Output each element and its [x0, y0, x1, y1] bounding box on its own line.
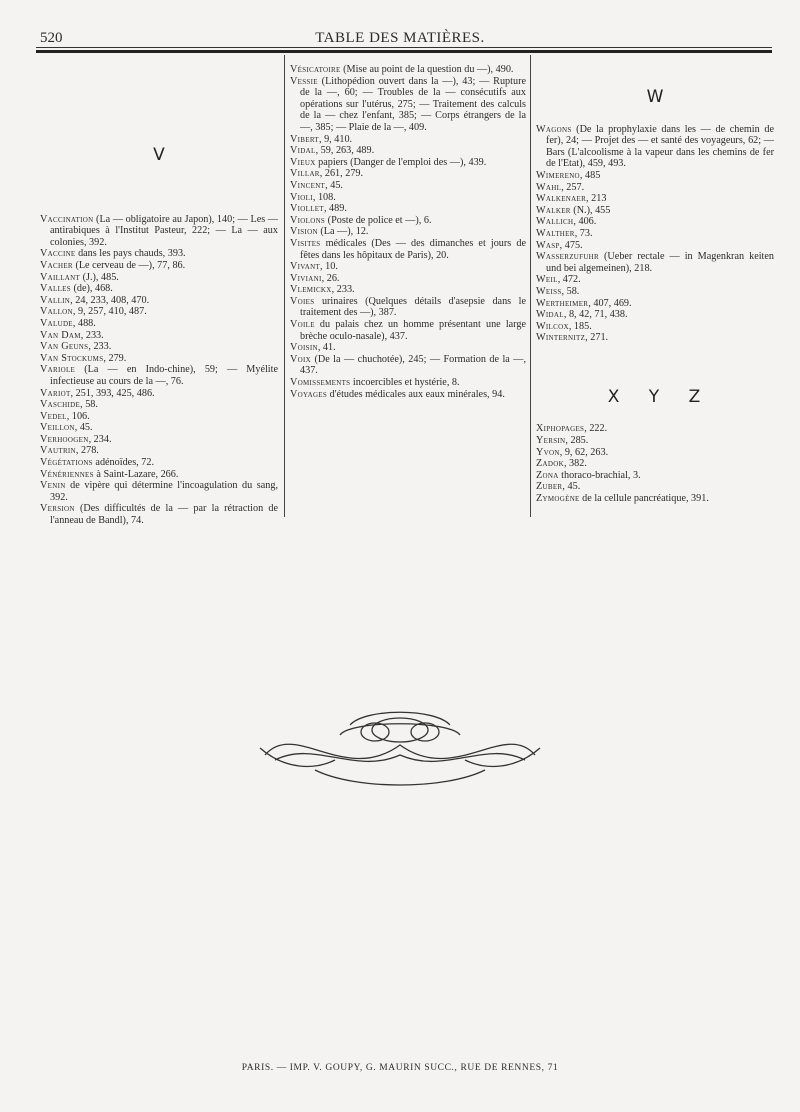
section-letter-w: W [646, 87, 664, 107]
entry-headword: Wimereno [536, 169, 580, 181]
entry-headword: Van Stockums [40, 352, 104, 364]
entry-headword: Vaschide [40, 399, 81, 411]
entry-headword: Yersin [536, 435, 566, 447]
entry-references: (Des difficultés de la — par la rétraction de l'anneau de Bandl), 74. [50, 503, 278, 527]
entry-references: , 251, 393, 425, 486. [70, 387, 155, 399]
index-entry [290, 354, 526, 377]
index-entry [290, 215, 526, 227]
index-entry [290, 377, 526, 389]
entry-references: , 488. [72, 317, 96, 329]
entry-list-v [40, 214, 278, 527]
index-entry [290, 284, 526, 296]
index-entry [290, 273, 526, 285]
index-entry [536, 274, 774, 286]
index-entry [536, 182, 774, 194]
entry-headword: Vessie [290, 75, 318, 87]
column-1 [40, 58, 278, 527]
index-entry [536, 470, 774, 482]
entry-references: , 382. [563, 458, 587, 470]
column-2 [290, 64, 526, 400]
flourish-ornament [255, 700, 545, 790]
entry-references: , 472. [557, 274, 581, 286]
entry-headword: Zymogène [536, 493, 580, 505]
index-entry [536, 228, 774, 240]
entry-headword: Wasserzufuhr [536, 251, 600, 263]
entry-headword: Vision [290, 226, 318, 238]
index-entry [290, 76, 526, 134]
index-entry [536, 493, 774, 505]
index-entry [40, 480, 278, 503]
entry-references: de vipère qui détermine l'incoagulation du sang, 392. [50, 480, 278, 503]
entry-headword: Voisin [290, 342, 318, 354]
index-entry [40, 457, 278, 469]
entry-references: , 45. [74, 422, 93, 434]
entry-headword: Vautrin [40, 445, 76, 457]
entry-headword: Zona [536, 469, 559, 481]
entry-headword: Vincent [290, 179, 326, 191]
entry-headword: Wertheimer [536, 297, 589, 309]
entry-headword: Vaccine [40, 248, 76, 260]
entry-headword: Voies [290, 295, 315, 307]
entry-references: , 257. [561, 181, 585, 193]
entry-references: , 41. [317, 342, 336, 354]
index-entry [536, 423, 774, 435]
index-entry [536, 286, 774, 298]
index-entry [536, 205, 774, 217]
entry-headword: Viviani [290, 272, 322, 284]
index-entry [536, 193, 774, 205]
entry-headword: Vibert [290, 133, 319, 145]
entry-references: , 234. [88, 433, 112, 445]
entry-references: d'études médicales aux eaux minérales, 94. [327, 388, 505, 400]
entry-headword: Wahl [536, 181, 562, 193]
entry-references: , 233. [331, 284, 355, 296]
index-entry [40, 353, 278, 365]
entry-references: , 9, 62, 263. [559, 446, 609, 458]
entry-references: dans les pays chauds, 393. [75, 248, 186, 260]
entry-references: , 59, 263, 489. [315, 145, 375, 157]
entry-references: , 73. [574, 227, 593, 239]
entry-list-w [536, 124, 774, 344]
index-entry [536, 251, 774, 274]
entry-references: , 233. [88, 341, 112, 353]
entry-references: , 475. [559, 239, 583, 251]
entry-references: , 8, 42, 71, 438. [563, 309, 628, 321]
index-entry [290, 145, 526, 157]
entry-headword: Walkenaer [536, 193, 587, 205]
index-entry [40, 503, 278, 526]
entry-headword: Venin [40, 480, 66, 492]
entry-headword: Xiphopages [536, 423, 585, 435]
entry-references: , 213 [586, 193, 607, 205]
index-entry [290, 192, 526, 204]
index-entry [40, 469, 278, 481]
entry-headword: Wallich [536, 216, 574, 228]
entry-references: médicales (Des — des dimanches et jours de fêtes dans les hôpitaux de Paris), 20. [300, 237, 526, 261]
index-entry [290, 261, 526, 273]
index-entry [40, 214, 278, 249]
printer-imprint: PARIS. — IMP. V. GOUPY, G. MAURIN SUCC., RUE DE RENNES, 71 [241, 1063, 559, 1073]
entry-headword: Zadok [536, 458, 564, 470]
entry-references: , 58. [80, 399, 98, 411]
index-entry [40, 295, 278, 307]
index-entry [536, 458, 774, 470]
entry-headword: Voyages [290, 388, 328, 400]
entry-headword: Winternitz [536, 332, 586, 344]
entry-references: (La —), 12. [317, 226, 369, 238]
entry-headword: Vieux [290, 156, 316, 168]
entry-references: , 45. [562, 481, 581, 493]
index-entry [290, 168, 526, 180]
entry-references: (De la prophylaxie dans les — de chemin de fer), 24; — Projet des — et santé des voyageurs, 62; — Bars (L'alcoolisme à la vapeur dans les chemins de fer de l'Etat), 459, 493. [546, 123, 774, 170]
entry-headword: Voix [290, 353, 311, 365]
entry-references: (De la — chuchotée), 245; — Formation de la —, 437. [300, 353, 526, 377]
entry-references: adénoïdes, 72. [92, 457, 154, 469]
entry-references: , 407, 469. [588, 297, 632, 309]
entry-references: , 9, 257, 410, 487. [72, 306, 147, 318]
entry-references: thoraco-brachial, 3. [558, 469, 641, 481]
entry-references: (La — en Indo-chine), 59; — Myélite infectieuse au cours de la —, 76. [50, 364, 278, 387]
index-entry [40, 364, 278, 387]
entry-references: , 485 [579, 169, 601, 181]
entry-headword: Vlemickx [290, 284, 332, 296]
entry-references: du palais chez un homme présentant une large brèche oculo-nasale), 437. [300, 319, 526, 342]
index-entry [40, 434, 278, 446]
entry-references: à Saint-Lazare, 266. [93, 468, 179, 480]
index-entry [290, 226, 526, 238]
index-entry [536, 170, 774, 182]
entry-references: , 58. [561, 285, 580, 297]
index-entry [290, 180, 526, 192]
entry-headword: Vaccination [40, 213, 94, 225]
index-entry [536, 481, 774, 493]
index-entry [40, 330, 278, 342]
index-entry [40, 306, 278, 318]
index-entry [290, 134, 526, 146]
entry-list-xyz [536, 423, 774, 504]
entry-headword: Vivant [290, 261, 321, 273]
entry-references: , 106. [66, 410, 90, 422]
entry-headword: Vacher [40, 259, 73, 271]
entry-list-v-continued [290, 64, 526, 400]
entry-headword: Violi [290, 191, 313, 203]
entry-references: , 261, 279. [319, 168, 364, 180]
entry-references: , 489. [323, 203, 347, 215]
entry-references: , 406. [573, 216, 597, 228]
index-entry [290, 238, 526, 261]
entry-references: (Ueber rectale — in Magenkran keiten und bei algemeinen), 218. [546, 251, 774, 274]
column-3 [536, 58, 774, 505]
entry-references: , 279. [103, 352, 127, 364]
entry-headword: Variot [40, 387, 71, 399]
entry-headword: Veillon [40, 422, 75, 434]
index-entry [536, 321, 774, 333]
index-entry [536, 124, 774, 170]
entry-headword: Widal [536, 309, 564, 321]
entry-headword: Vallon [40, 306, 73, 318]
entry-references: papiers (Danger de l'emploi des —), 439. [315, 156, 487, 168]
index-entry [40, 283, 278, 295]
entry-headword: Vomissements [290, 377, 351, 389]
index-entry [536, 298, 774, 310]
entry-references: , 24, 233, 408, 470. [70, 294, 150, 306]
entry-references: (N.), 455 [570, 204, 611, 216]
index-entry [40, 399, 278, 411]
entry-headword: Wilcox [536, 320, 569, 332]
entry-references: , 285. [565, 435, 589, 447]
page-number: 520 [40, 30, 63, 46]
entry-headword: Visites [290, 237, 321, 249]
entry-headword: Voile [290, 319, 315, 331]
index-entry [40, 248, 278, 260]
entry-references: (de), 468. [70, 283, 113, 295]
column-divider-left [284, 55, 285, 517]
entry-headword: Vaillant [40, 271, 81, 283]
index-entry [290, 203, 526, 215]
index-entry [536, 332, 774, 344]
header-rule-thin [36, 47, 772, 48]
entry-references: , 222. [584, 423, 608, 435]
index-entry [40, 260, 278, 272]
entry-headword: Walther [536, 227, 575, 239]
entry-headword: Vidal [290, 145, 316, 157]
index-entry [536, 216, 774, 228]
entry-headword: Vénériennes [40, 468, 94, 480]
entry-headword: Valles [40, 283, 71, 295]
entry-references: , 185. [568, 320, 592, 332]
entry-references: (J.), 485. [80, 271, 119, 283]
entry-references: , 233. [80, 329, 104, 341]
entry-references: (Poste de police et —), 6. [325, 214, 432, 226]
index-entry [40, 388, 278, 400]
entry-references: de la cellule pancréatique, 391. [579, 493, 709, 505]
entry-references: urinaires (Quelques détails d'asepsie dans le traitement des —), 387. [300, 295, 526, 319]
entry-headword: Zuber [536, 481, 563, 493]
entry-headword: Wasp [536, 239, 560, 251]
entry-references: , 45. [325, 179, 343, 191]
entry-references: (Le cerveau de —), 77, 86. [72, 259, 186, 271]
entry-references: (La — obligatoire au Japon), 140; — Les — antirabiques à l'Institut Pasteur, 222; — La — aux colonies, 392. [50, 213, 278, 248]
entry-headword: Vallin [40, 294, 71, 306]
entry-headword: Van Geuns [40, 341, 89, 353]
index-entry [40, 341, 278, 353]
entry-headword: Villar [290, 168, 320, 180]
index-entry [536, 447, 774, 459]
index-entry [536, 435, 774, 447]
index-entry [40, 318, 278, 330]
index-entry [40, 422, 278, 434]
entry-headword: Van Dam [40, 329, 81, 341]
entry-headword: Vésicatoire [290, 64, 341, 75]
entry-headword: Version [40, 503, 75, 515]
entry-references: (Mise au point de la question du —), 490. [340, 64, 514, 75]
entry-references: , 278. [75, 445, 99, 457]
index-entry [40, 411, 278, 423]
section-letter-v: V [153, 145, 165, 165]
entry-headword: Yvon [536, 446, 560, 458]
entry-headword: Weiss [536, 285, 562, 297]
index-entry [536, 309, 774, 321]
entry-references: incoercibles et hystérie, 8. [350, 377, 460, 389]
column-divider-right [530, 55, 531, 517]
entry-references: , 9, 410. [318, 133, 353, 145]
index-entry [40, 272, 278, 284]
index-entry [290, 157, 526, 169]
entry-headword: Végétations [40, 457, 93, 469]
entry-references: , 271. [585, 332, 609, 344]
entry-headword: Variole [40, 364, 76, 376]
header-rule-thick [36, 50, 772, 53]
index-entry [536, 240, 774, 252]
entry-references: , 108. [312, 191, 336, 203]
entry-headword: Weil [536, 274, 558, 286]
index-entry [290, 389, 526, 401]
entry-headword: Violons [290, 214, 326, 226]
index-entry [290, 296, 526, 319]
index-entry [290, 319, 526, 342]
entry-headword: Vedel [40, 410, 67, 422]
running-title: TABLE DES MATIÈRES. [315, 30, 485, 46]
entry-headword: Wagons [536, 123, 572, 135]
entry-references: , 10. [320, 261, 338, 273]
entry-references: (Lithopédion ouvert dans la —), 43; — Rupture de la —, 60; — Troubles de la — consécutifs aux opérations sur l'utérus, 275; — Traitement des calculs de la — chez l'enfant, 385; — Corps étrangers de la —, 385; — Plaie de la —, 409. [300, 75, 526, 133]
entry-headword: Valude [40, 317, 73, 329]
index-entry [290, 64, 526, 76]
entry-headword: Verhoogen [40, 433, 89, 445]
index-entry [290, 342, 526, 354]
entry-references: , 26. [321, 272, 340, 284]
section-letter-xyz: X Y Z [607, 386, 703, 407]
index-entry [40, 445, 278, 457]
entry-headword: Walker [536, 204, 571, 216]
entry-headword: Viollet [290, 203, 324, 215]
